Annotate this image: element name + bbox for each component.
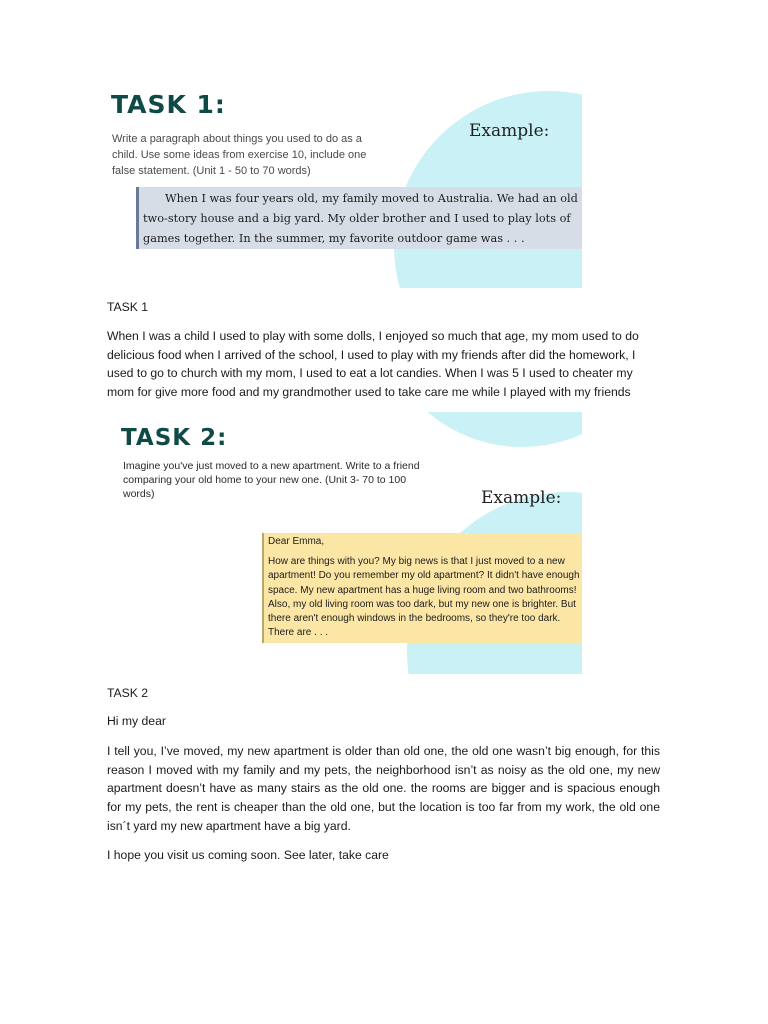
decorative-circle (377, 412, 582, 447)
task2-answer: I tell you, I’ve moved, my new apartment is older than old one, the old one wasn’t big enough, for this reason I moved with my family and my pets, the neighborhood isn’t as noisy as the old one, my new apartment doesn’t have as many stairs as the old one. the rooms are bigger and is spacious enough for my pets, the rent is cheaper than the old one, but the location is too far from my work, the old one isn´t yard my new apartment have a big yard. (107, 744, 660, 833)
task2-example-text: How are things with you? My big news is that I just moved to a new apartment! Do you remember my old apartment? It didn't have enough space. My new apartment has a huge living room and two bathrooms! Also, my old living room was too dark, but my new one is brighter. But there aren't enough windows in the bedrooms, so they're too dark. There are . . . (268, 556, 580, 639)
task2-label: TASK 2 (107, 686, 149, 700)
task1-heading: TASK 1: (111, 90, 226, 119)
task2-image (107, 412, 582, 674)
task1-example-text: When I was four years old, my family moved to Australia. We had an old two-story house and a big yard. My older brother and I used to play lots of games together. In the summer, my favorite outdoor game was . . . (136, 187, 582, 249)
task2-example-salutation: Dear Emma, (268, 536, 325, 547)
task2-example-label: Example: (481, 488, 562, 508)
task2-instructions: Imagine you've just moved to a new apartment. Write to a friend comparing your old home to your new one. (Unit 3- 70 to 100 words) (123, 460, 420, 500)
task1-instructions: Write a paragraph about things you used to do as a child. Use some ideas from exercise 10, include one false statement. (Unit 1 - 50 to 70 words) (112, 133, 367, 177)
task2-greeting: Hi my dear (107, 714, 166, 728)
task1-image (107, 86, 582, 288)
task1-answer: When I was a child I used to play with some dolls, I enjoyed so much that age, my mom used to do delicious food when I arrived of the school, I used to play with my friends after did the homework, I used to go to church with my mom, I used to eat a lot candies. When I was 5 I used to cheater my mom for give more food and my grandmother used to take care me while I played with my friends (107, 329, 639, 400)
task1-label: TASK 1 (107, 300, 149, 314)
task2-heading: TASK 2: (121, 425, 228, 451)
task2-example-letter (262, 533, 582, 643)
task2-closing: I hope you visit us coming soon. See later, take care (107, 848, 389, 862)
task1-example-label: Example: (469, 121, 550, 141)
